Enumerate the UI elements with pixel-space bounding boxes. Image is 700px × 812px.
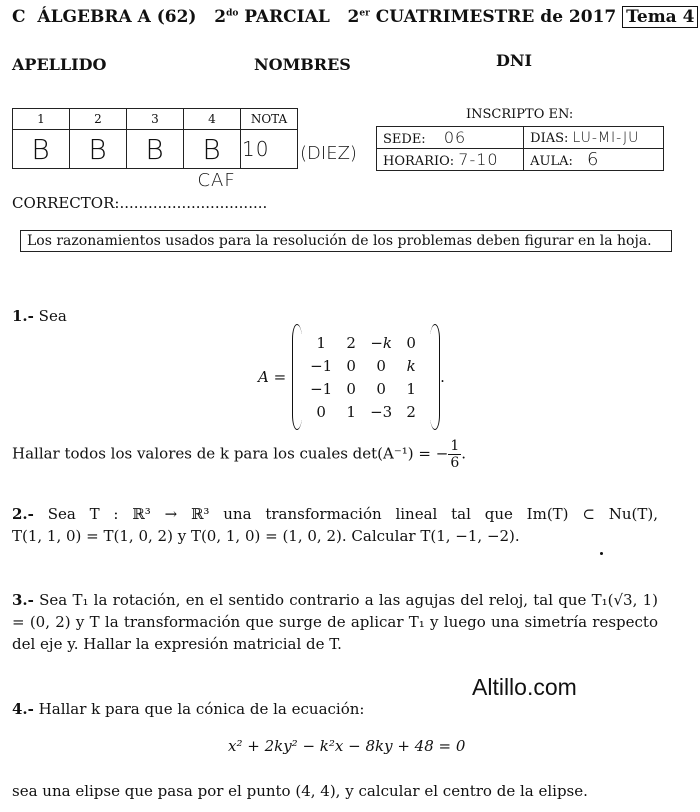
matrix-entry: 1 bbox=[406, 379, 416, 398]
q4-equation: x² + 2ky² − k²x − 8ky + 48 = 0 bbox=[228, 737, 466, 755]
matrix-entry: 2 bbox=[346, 333, 356, 352]
q2-line2: T(1, 1, 0) = T(1, 0, 2) y T(0, 1, 0) = (1, 0, 2). Calcular T(1, −1, −2). bbox=[12, 527, 520, 545]
exam-header bbox=[12, 7, 698, 27]
q1-end: . bbox=[461, 444, 467, 463]
grade-header: 2 bbox=[70, 109, 127, 130]
q4-number: 4.- bbox=[12, 700, 34, 718]
grades-table bbox=[12, 108, 298, 169]
q1-text: Hallar todos los valores de k para los cuales det(A⁻¹) = − bbox=[12, 444, 449, 463]
q3-number: 3.- bbox=[12, 591, 34, 609]
matrix-entry: 0 bbox=[346, 379, 356, 398]
matrix-entry: −3 bbox=[370, 402, 393, 421]
nota-value: 10 bbox=[241, 130, 298, 169]
corrector-line bbox=[12, 170, 268, 212]
frac-num: 1 bbox=[450, 438, 460, 454]
matrix-entry: 0 bbox=[316, 402, 326, 421]
corrector-value: CAF bbox=[197, 170, 236, 191]
matrix-tail: . bbox=[440, 368, 445, 386]
corrector-label: CORRECTOR: bbox=[12, 194, 120, 212]
horario-label: HORARIO: bbox=[383, 154, 455, 169]
dias-label: DIAS: bbox=[530, 130, 569, 146]
aula-label: AULA: bbox=[530, 154, 573, 169]
term-label: CUATRIMESTRE de 2017 bbox=[375, 7, 617, 27]
inscripto-title: INSCRIPTO EN: bbox=[466, 107, 574, 122]
matrix-entries bbox=[306, 334, 426, 421]
dias-value: LU-MI-JU bbox=[572, 129, 640, 146]
q2-line1: Sea T : ℝ³ → ℝ³ una transformación lineal tal que Im(T) ⊂ Nu(T), bbox=[47, 505, 658, 523]
exam-sup: do bbox=[226, 8, 239, 19]
grade-value: B bbox=[13, 130, 70, 169]
question-1-text bbox=[12, 438, 466, 471]
sede-label: SEDE: bbox=[383, 132, 426, 147]
notice-box: Los razonamientos usados para la resolución de los problemas deben figurar en la hoja. bbox=[20, 230, 672, 252]
matrix-a bbox=[258, 324, 445, 430]
matrix-entry: 0 bbox=[376, 356, 386, 375]
q1-number: 1.- bbox=[12, 307, 34, 325]
matrix-entry: 0 bbox=[376, 379, 386, 398]
right-paren bbox=[430, 324, 440, 430]
matrix-entry: 2 bbox=[406, 402, 416, 421]
corrector-dots: ............................... bbox=[119, 194, 268, 212]
grade-value: B bbox=[184, 130, 241, 169]
grade-value: B bbox=[127, 130, 184, 169]
grade-header: 4 bbox=[184, 109, 241, 130]
exam-label: PARCIAL bbox=[244, 7, 330, 27]
apellido-label: APELLIDO bbox=[12, 55, 107, 74]
question-4 bbox=[12, 700, 364, 718]
course-title: ÁLGEBRA A (62) bbox=[37, 7, 197, 27]
q4-text2: sea una elipse que pasa por el punto (4, 4), y calcular el centro de la elipse. bbox=[12, 782, 588, 800]
term-sup: er bbox=[359, 8, 370, 19]
left-paren bbox=[292, 324, 302, 430]
matrix-entry: k bbox=[406, 356, 416, 375]
term-num: 2 bbox=[347, 7, 360, 27]
grade-value: B bbox=[70, 130, 127, 169]
matrix-entry: 0 bbox=[406, 333, 416, 352]
matrix-entry: −1 bbox=[310, 356, 333, 375]
header-prefix: C bbox=[12, 7, 26, 27]
grade-header: 1 bbox=[13, 109, 70, 130]
speck bbox=[600, 552, 603, 555]
sede-value: 06 bbox=[443, 128, 467, 147]
frac-den: 6 bbox=[450, 455, 460, 471]
question-1-intro bbox=[12, 307, 67, 325]
matrix-lhs: A = bbox=[258, 368, 287, 386]
dni-label: DNI bbox=[496, 51, 532, 70]
matrix-entry: 0 bbox=[346, 356, 356, 375]
fraction bbox=[448, 438, 461, 471]
question-3 bbox=[12, 589, 658, 655]
tema-box: Tema 4 bbox=[622, 6, 698, 28]
nota-words: (DIEZ) bbox=[300, 143, 357, 164]
grade-header: 3 bbox=[127, 109, 184, 130]
matrix-entry: 1 bbox=[346, 402, 356, 421]
horario-value: 7-10 bbox=[458, 150, 499, 169]
q2-number: 2.- bbox=[12, 505, 34, 523]
q3-text: Sea T₁ la rotación, en el sentido contrario a las agujas del reloj, tal que T₁(√3, 1) = (0, 2) y T la transformación que surge de aplicar T₁ y luego una simetría respecto del eje y. Hallar la expresión matricial de T. bbox=[12, 591, 658, 653]
matrix-entry: −1 bbox=[310, 379, 333, 398]
matrix-entry: 1 bbox=[316, 333, 326, 352]
grade-header: NOTA bbox=[241, 109, 298, 130]
nombres-label: NOMBRES bbox=[254, 55, 351, 74]
watermark: Altillo.com bbox=[472, 674, 577, 700]
q4-text: Hallar k para que la cónica de la ecuación: bbox=[38, 700, 365, 718]
q1-intro: Sea bbox=[38, 307, 67, 325]
exam-num: 2 bbox=[214, 7, 227, 27]
matrix-entry: −k bbox=[370, 333, 392, 352]
aula-value: 6 bbox=[587, 149, 600, 170]
inscripto-table bbox=[376, 126, 664, 171]
question-2 bbox=[12, 503, 658, 547]
